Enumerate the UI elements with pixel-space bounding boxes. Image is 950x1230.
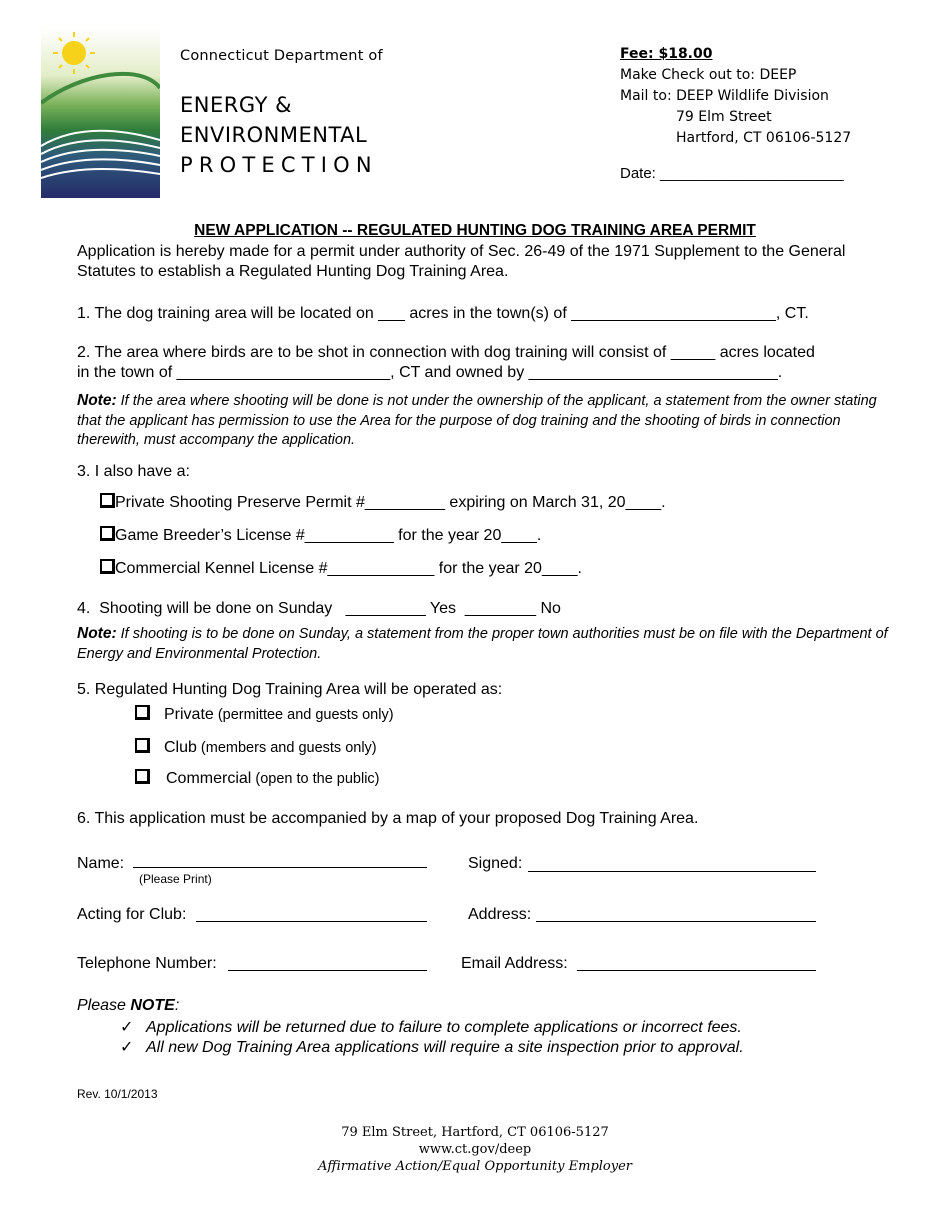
fee-amount: Fee: $18.00 (620, 46, 713, 62)
note-label: Note: (77, 392, 117, 409)
telephone-label: Telephone Number: (77, 955, 217, 972)
footer-website[interactable]: www.ct.gov/deep (418, 1142, 532, 1157)
date-field[interactable]: Date: ______________________ (620, 165, 844, 182)
note-sunday (77, 624, 892, 664)
email-input-line[interactable] (577, 970, 816, 971)
footer (0, 1124, 950, 1175)
option-note: (members and guests only) (196, 740, 377, 756)
list-item-text: Applications will be returned due to failure to complete applications or incorrect fees. (146, 1019, 742, 1036)
fee-block (620, 44, 851, 149)
checkbox[interactable] (135, 738, 150, 753)
name-input-line[interactable] (133, 867, 427, 868)
q3-option-game-breeder[interactable] (100, 526, 541, 545)
name-label: Name: (77, 855, 125, 872)
list-item-text: All new Dog Training Area applications will require a site inspection prior to approval. (146, 1039, 744, 1056)
check-payable: Make Check out to: DEEP (620, 67, 797, 83)
footer-address: 79 Elm Street, Hartford, CT 06106-5127 (341, 1125, 609, 1140)
revision-date: Rev. 10/1/2013 (77, 1087, 158, 1101)
q5-option-private[interactable] (135, 705, 394, 724)
mail-city: Hartford, CT 06106-5127 (676, 130, 852, 146)
please-note-heading (77, 997, 179, 1015)
checkbox[interactable] (100, 526, 115, 541)
note-label: Note: (77, 625, 117, 642)
note-ownership (77, 391, 892, 451)
mail-street: 79 Elm Street (676, 109, 772, 125)
note-text: If shooting is to be done on Sunday, a statement from the proper town authorities must be on file with the Department of Energy and Environmental Protection. (77, 626, 888, 662)
signature-input-line[interactable] (528, 871, 816, 872)
acting-for-club-label: Acting for Club: (77, 906, 187, 923)
list-item (120, 1037, 744, 1057)
please-note-prefix: Please (77, 997, 131, 1014)
question-4[interactable]: 4. Shooting will be done on Sunday _________ Yes ________ No (77, 600, 561, 617)
question-2-line-1[interactable]: 2. The area where birds are to be shot in connection with dog training will consist of _____ acres located (77, 344, 815, 361)
question-2-line-2[interactable]: in the town of ________________________, CT and owned by ____________________________. (77, 364, 783, 381)
question-5: 5. Regulated Hunting Dog Training Area will be operated as: (77, 681, 503, 698)
agency-name (180, 48, 383, 180)
option-label: Game Breeder’s License #__________ for the year 20____. (115, 527, 542, 544)
option-label: Private Shooting Preserve Permit #_________ expiring on March 31, 20____. (115, 494, 666, 511)
footer-eeo: Affirmative Action/Equal Opportunity Employer (318, 1159, 632, 1174)
signed-label: Signed: (468, 855, 523, 872)
option-note: (permittee and guests only) (213, 707, 394, 723)
question-3: 3. I also have a: (77, 463, 190, 480)
checkbox[interactable] (135, 769, 150, 784)
option-label: Club (164, 739, 197, 756)
q5-option-commercial[interactable] (135, 769, 380, 788)
q5-option-club[interactable] (135, 738, 377, 757)
address-input-line[interactable] (536, 921, 816, 922)
q3-option-shooting-preserve[interactable] (100, 493, 666, 512)
address-label: Address: (468, 906, 532, 923)
mail-to: Mail to: DEEP Wildlife Division (620, 88, 829, 104)
agency-line-2: ENERGY & (180, 93, 292, 117)
option-label: Commercial Kennel License #____________ for the year 20____. (115, 560, 582, 577)
agency-line-1: Connecticut Department of (180, 48, 383, 64)
agency-line-3: ENVIRONMENTAL (180, 123, 368, 147)
email-label: Email Address: (461, 955, 568, 972)
intro-paragraph: Application is hereby made for a permit under authority of Sec. 26-49 of the 1971 Supplement to the General Statutes to establish a Regulated Hunting Dog Training Area. (77, 243, 846, 280)
checkbox[interactable] (100, 493, 115, 508)
question-1[interactable]: 1. The dog training area will be located on ___ acres in the town(s) of _______________________, CT. (77, 305, 809, 322)
please-note-bold: NOTE (130, 997, 175, 1014)
checkmark-icon: ✓ (120, 1019, 134, 1036)
option-label: Commercial (166, 770, 252, 787)
please-note-suffix: : (174, 997, 180, 1014)
note-text: If the area where shooting will be done is not under the ownership of the applicant, a statement from the owner stating that the applicant has permission to use the Area for the purpose of dog training and the shooting of birds in connection therewith, must accompany the application. (77, 393, 877, 448)
note-list (120, 1017, 744, 1057)
deep-logo (41, 28, 160, 198)
please-print-hint: (Please Print) (139, 872, 212, 886)
telephone-input-line[interactable] (228, 970, 427, 971)
agency-line-4: PROTECTION (180, 153, 378, 177)
checkmark-icon: ✓ (120, 1039, 134, 1056)
option-note: (open to the public) (251, 771, 380, 787)
question-6: 6. This application must be accompanied by a map of your proposed Dog Training Area. (77, 810, 699, 827)
option-label: Private (164, 706, 214, 723)
checkbox[interactable] (100, 559, 115, 574)
list-item (120, 1017, 744, 1037)
checkbox[interactable] (135, 705, 150, 720)
q3-option-commercial-kennel[interactable] (100, 559, 582, 578)
club-input-line[interactable] (196, 921, 427, 922)
form-title: NEW APPLICATION -- REGULATED HUNTING DOG TRAINING AREA PERMIT (194, 222, 756, 239)
